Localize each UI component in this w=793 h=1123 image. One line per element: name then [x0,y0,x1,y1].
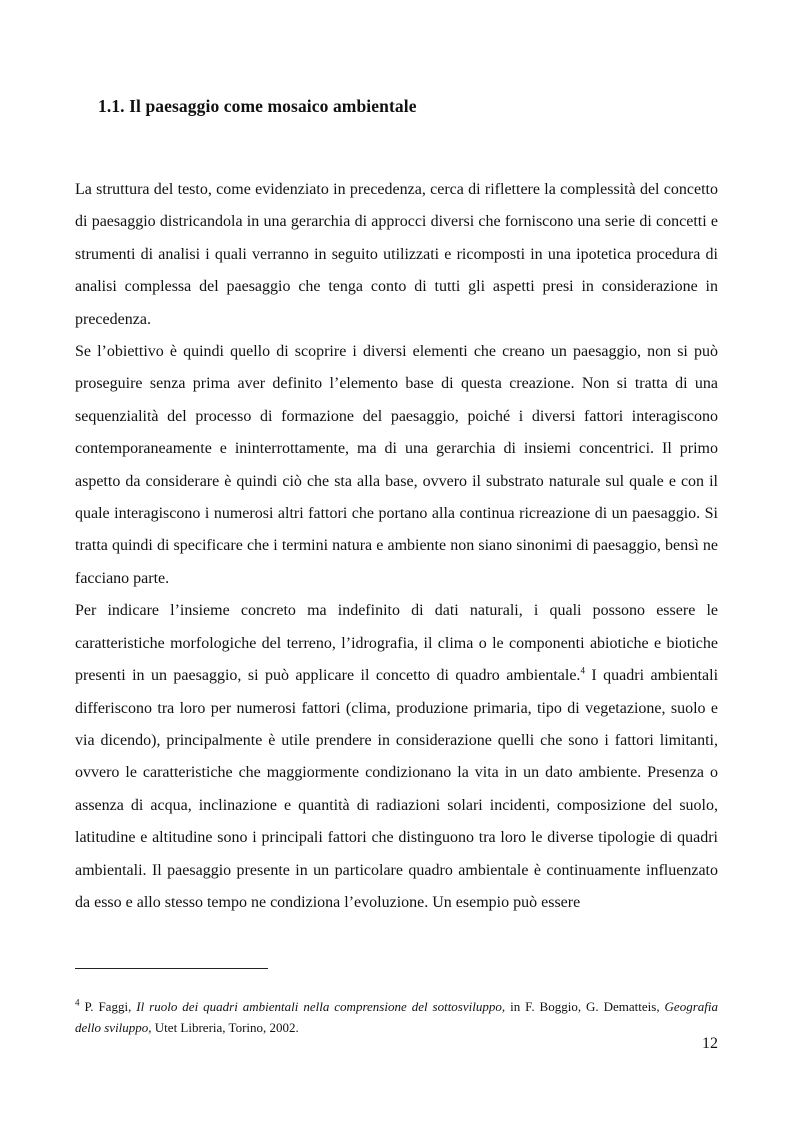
footnote-number: 4 [75,997,80,1008]
footnote-book: Geografia dello sviluppo [75,999,718,1035]
footnote-separator [75,968,268,969]
body-text [75,174,718,919]
footnote-middle: , in F. Boggio, G. Dematteis, [501,999,665,1014]
footnote-author: P. Faggi, [79,999,137,1014]
paragraph-2: Se l’obiettivo è quindi quello di scoprire i diversi elementi che creano un paesaggio, non si può proseguire senza prima aver definito l’elemento base di questa creazione. Non si tratta di una sequenzialità del processo di formazione del paesaggio, poiché i diversi fattori interagiscono contemporaneamente e ininterrottamente, ma di una gerarchia di insiemi concentrici. Il primo aspetto da considerare è quindi ciò che sta alla base, ovvero il substrato naturale sul quale e con il quale interagiscono i numerosi altri fattori che portano alla continua ricreazione di un paesaggio. Si tratta quindi di specificare che i termini natura e ambiente non siano sinonimi di paesaggio, bensì ne facciano parte. [75,343,718,587]
footnote [75,996,718,1038]
paragraph-3-text-b: I quadri ambientali differiscono tra loro per numerosi fattori (clima, produzione primaria, tipo di vegetazione, suolo e via dicendo), principalmente è utile prendere in considerazione quelli che sono i fattori limitanti, ovvero le caratteristiche che maggiormente condizionano la vita in un dato ambiente. Presenza o assenza di acqua, inclinazione e quantità di radiazioni solari incidenti, composizione del suolo, latitudine e altitudine sono i principali fattori che distinguono tra loro le diverse tipologie di quadri ambientali. Il paesaggio presente in un particolare quadro ambientale è continuamente influenzato da esso e allo stesso tempo ne condiziona l’evoluzione. Un esempio può essere [75,667,719,911]
footnote-title: Il ruolo dei quadri ambientali nella comprensione del sottosviluppo [136,999,502,1014]
page-number: 12 [702,1035,718,1052]
paragraph-3-text-a: Per indicare l’insieme concreto ma indefinito di dati naturali, i quali possono essere le caratteristiche morfologiche del terreno, l’idrografia, il clima o le componenti abiotiche e biotiche presenti in un paesaggio, si può applicare il concetto di quadro ambientale. [75,602,718,685]
paragraph-3 [75,595,718,919]
paragraph-1: La struttura del testo, come evidenziato in precedenza, cerca di riflettere la complessità del concetto di paesaggio districandola in una gerarchia di approcci diversi che forniscono una serie di concetti e strumenti di analisi i quali verranno in seguito utilizzati e ricomposti in una ipotetica procedura di analisi complessa del paesaggio che tenga conto di tutti gli aspetti presi in considerazione in precedenza. [75,181,718,328]
footnote-end: , Utet Libreria, Torino, 2002. [148,1020,299,1035]
section-heading: 1.1. Il paesaggio come mosaico ambientale [98,96,417,116]
footnote-reference: 4 [580,665,585,676]
